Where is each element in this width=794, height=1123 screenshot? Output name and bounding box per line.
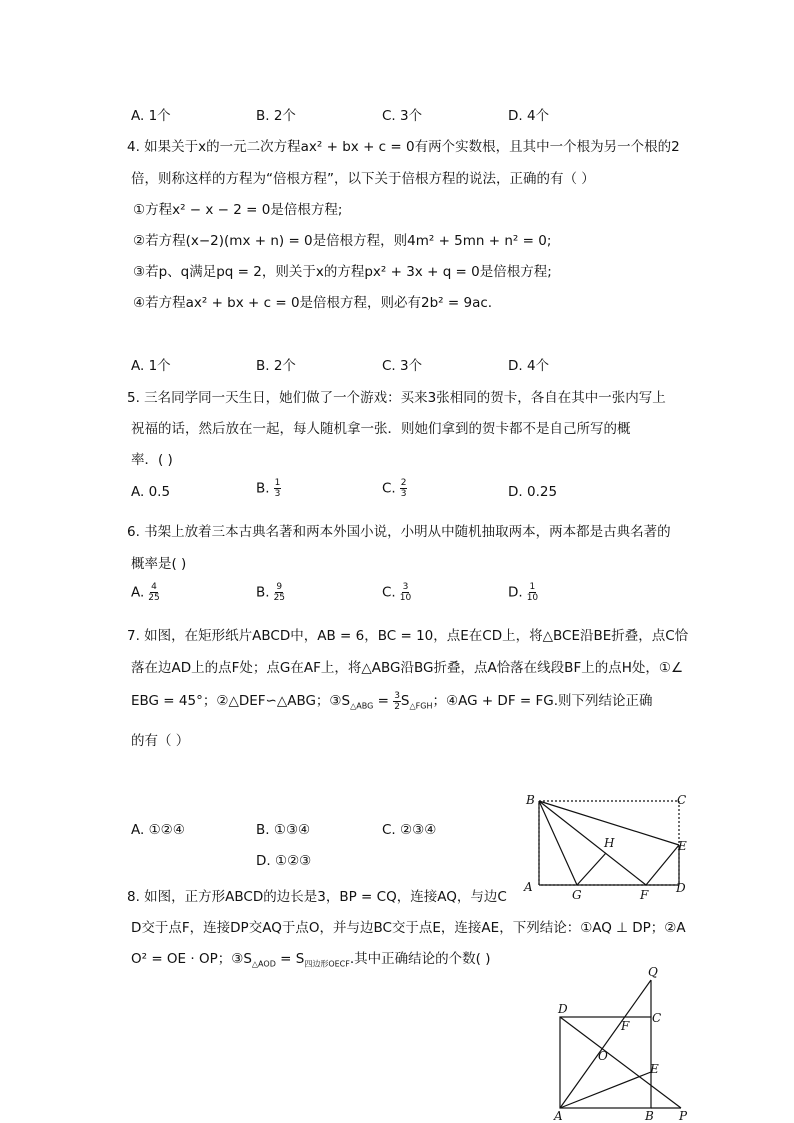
q4-stem-line2: 倍，则称这样的方程为“倍根方程”，以下关于倍根方程的说法，正确的有（ ） <box>131 171 595 187</box>
q4-option-a: A. 1个 <box>131 358 171 374</box>
q6-option-d: D. $\frac{1}{10}$ <box>508 582 539 603</box>
q7-label-g: G <box>572 888 582 900</box>
q7-label-c: C <box>677 793 687 807</box>
q6-stem-line1: 6. 书架上放着三本古典名著和两本外国小说，小明从中随机抽取两本，两本都是古典名著的 <box>127 524 671 540</box>
q4-option-d: D. 4个 <box>508 358 550 374</box>
q4-option-b: B. 2个 <box>256 358 296 374</box>
q5-stem-line1: 5. 三名同学同一天生日，她们做了一个游戏：买来3张相同的贺卡，各自在其中一张内写上 <box>127 390 666 406</box>
q3-option-a: A. 1个 <box>131 108 171 124</box>
q3-option-d: D. 4个 <box>508 108 550 124</box>
q4-statement-4: ④若方程ax² + bx + c = 0是倍根方程，则必有2b² = 9ac. <box>133 295 493 311</box>
q8-label-q: Q <box>648 965 658 979</box>
q5-option-c: C. $\frac{2}{3}$ <box>382 478 407 499</box>
q5-option-d: D. 0.25 <box>508 484 558 500</box>
q7-label-e: E <box>678 839 687 853</box>
q7-figure <box>518 790 698 900</box>
q5-stem-line3: 率．( ) <box>131 452 173 468</box>
q7-line-bf <box>539 801 646 885</box>
q7-line-gh <box>577 853 606 885</box>
q6-stem-line2: 概率是( ) <box>131 556 187 572</box>
q6-option-c: C. $\frac{3}{10}$ <box>382 582 412 603</box>
q8-stem-line2: D交于点F，连接DP交AQ于点O，并与边BC交于点E，连接AE，下列结论：①AQ ⊥ DP；②A <box>131 920 686 936</box>
q7-option-a: A. ①②④ <box>131 822 185 838</box>
q7-line-fe <box>646 845 679 885</box>
q8-label-p: P <box>679 1109 688 1123</box>
q5-stem-line2: 祝福的话，然后放在一起，每人随机拿一张．则她们拿到的贺卡都不是自己所写的概 <box>131 421 631 437</box>
q8-label-a: A <box>554 1109 563 1123</box>
q7-line-bg <box>539 801 577 885</box>
q8-label-d: D <box>558 1002 568 1016</box>
q8-label-e: E <box>650 1062 659 1076</box>
q4-stem-line1: 4. 如果关于x的一元二次方程ax² + bx + c = 0有两个实数根，且其中一个根为另一个根的2 <box>127 139 680 155</box>
q4-statement-3: ③若p、q满足pq = 2，则关于x的方程px² + 3x + q = 0是倍根方程; <box>133 264 552 280</box>
q8-line-ae <box>560 1072 651 1108</box>
q8-label-c: C <box>652 1011 662 1025</box>
q8-label-b: B <box>645 1109 654 1123</box>
q7-stem-line3: EBG = 45°；②△DEF∽△ABG；$③S_{\triangle ABG}$ = $\frac{3}{2}$ $S_{\triangle FGH}$；④AG + DF = FG.则下列结论正确 <box>131 690 653 712</box>
q7-label-b: B <box>526 793 535 807</box>
q3-option-b: B. 2个 <box>256 108 296 124</box>
q5-option-b: B. $\frac{1}{3}$ <box>256 478 281 499</box>
q7-stem-line4: 的有（ ） <box>131 733 190 749</box>
q7-label-a: A <box>524 880 533 894</box>
q7-label-d: D <box>676 881 686 895</box>
q5-option-a: A. 0.5 <box>131 484 171 500</box>
q4-statement-2: ②若方程(x−2)(mx + n) = 0是倍根方程，则4m² + 5mn + n² = 0; <box>133 233 552 249</box>
q8-figure <box>548 962 698 1123</box>
q7-option-d: D. ①②③ <box>256 853 312 869</box>
q7-option-c: C. ②③④ <box>382 822 437 838</box>
q4-option-c: C. 3个 <box>382 358 423 374</box>
q3-option-c: C. 3个 <box>382 108 423 124</box>
q6-option-b: B. $\frac{9}{25}$ <box>256 582 286 603</box>
q7-stem-line1: 7. 如图，在矩形纸片ABCD中，AB = 6，BC = 10，点E在CD上，将△BCE沿BE折叠，点C恰 <box>127 628 689 644</box>
q8-label-o: O <box>598 1049 608 1063</box>
q7-option-b: B. ①③④ <box>256 822 311 838</box>
q8-stem-line3: O² = OE · OP；$③S_{\triangle AOD} = S_{四边形OECF}$.其中正确结论的个数( ) <box>131 951 491 969</box>
q7-stem-line2: 落在边AD上的点F处；点G在AF上，将△ABG沿BG折叠，点A恰落在线段BF上的点H处，①∠ <box>131 660 684 676</box>
q6-option-a: A. $\frac{4}{25}$ <box>131 582 160 603</box>
q4-statement-1: ①方程x² − x − 2 = 0是倍根方程; <box>133 202 343 218</box>
q8-stem-line1: 8. 如图，正方形ABCD的边长是3，BP = CQ，连接AQ，与边C <box>127 889 507 905</box>
q7-label-h: H <box>604 836 615 850</box>
q8-label-f: F <box>621 1019 630 1033</box>
q7-label-f: F <box>640 888 649 900</box>
q8-line-aq <box>560 980 651 1108</box>
